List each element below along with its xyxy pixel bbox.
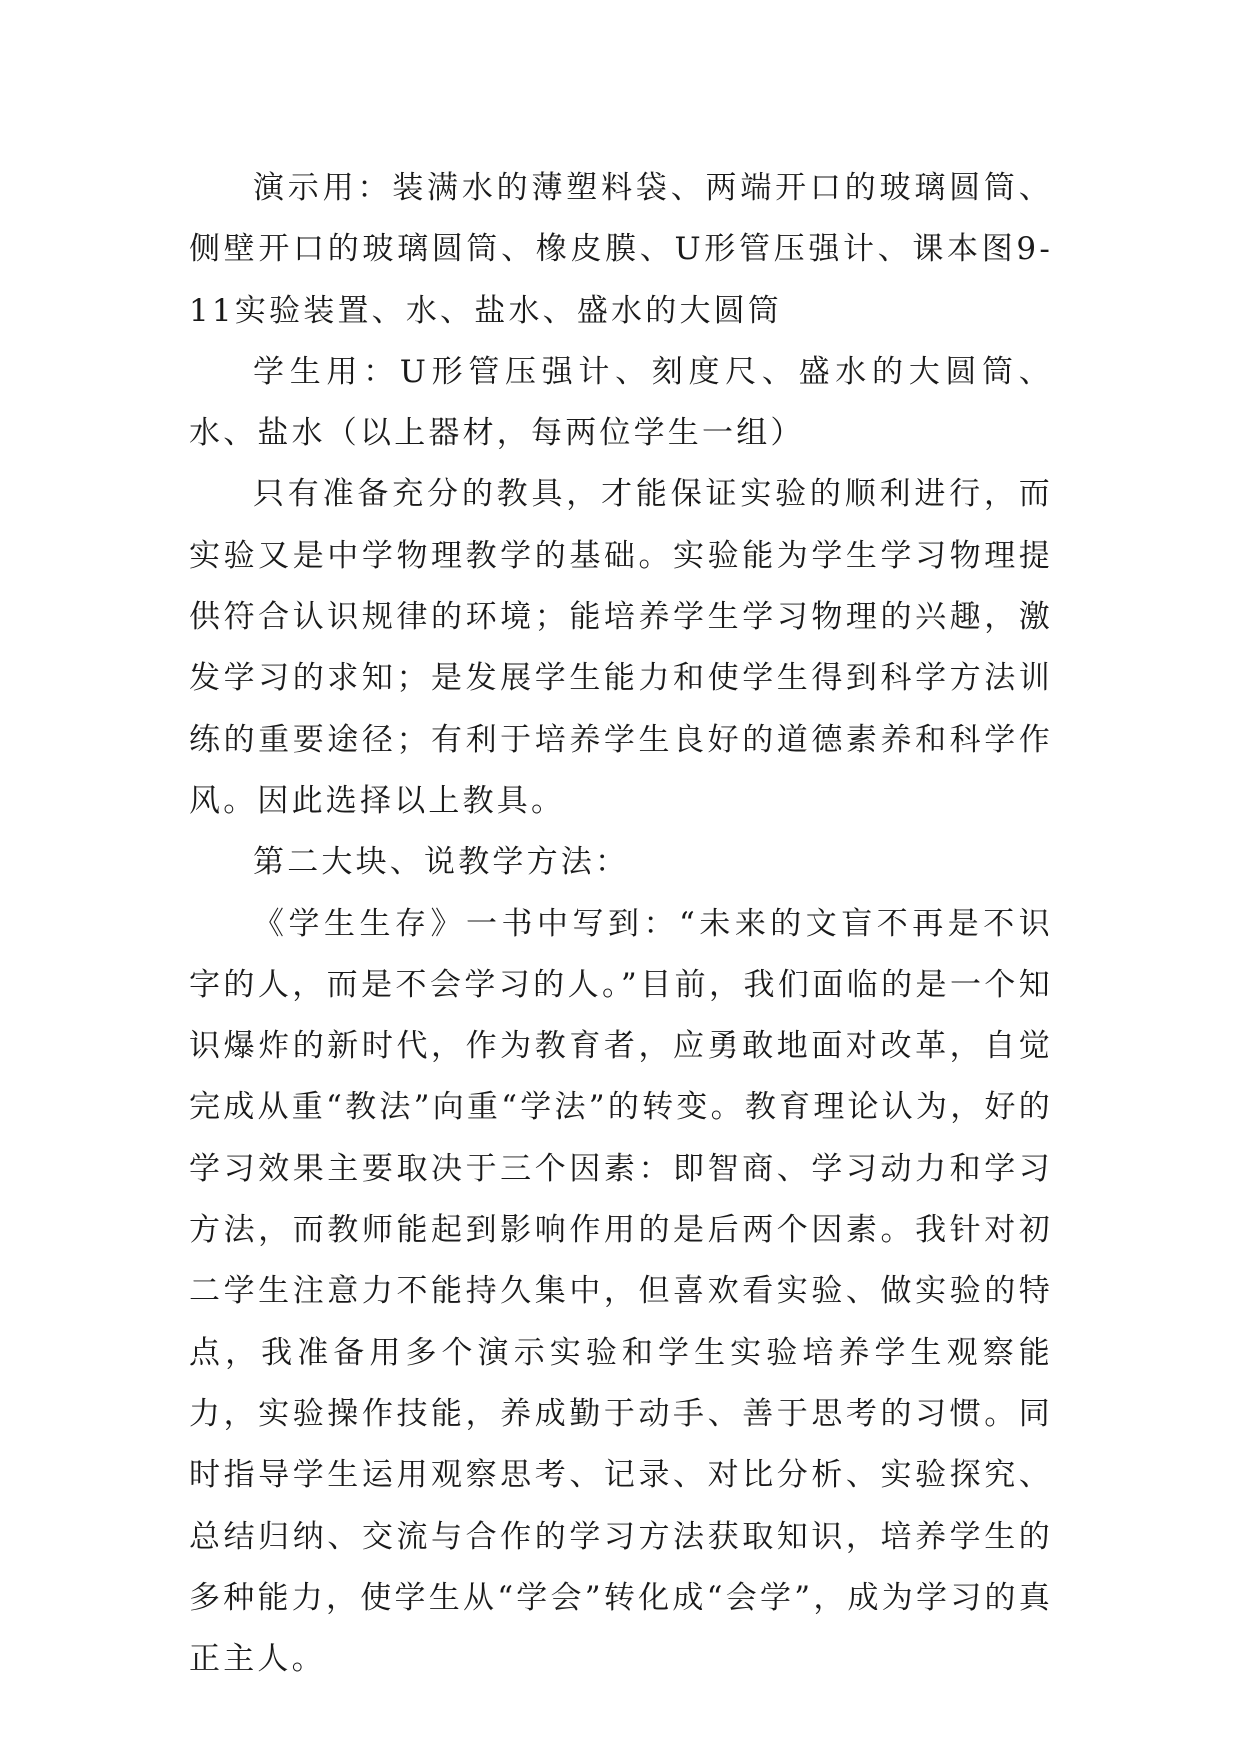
document-body — [189, 158, 1053, 1690]
paragraph-student-equipment: 学生用：U形管压强计、刻度尺、盛水的大圆筒、水、盐水（以上器材，每两位学生一组） — [189, 353, 1053, 452]
paragraph-teaching-aids-rationale: 只有准备充分的教具，才能保证实验的顺利进行，而实验又是中学物理教学的基础。实验能为学生学习物理提供符合认识规律的环境；能培养学生学习物理的兴趣，激发学习的求知；是发展学生能力和使学生得到科学方法训练的重要途径；有利于培养学生良好的道德素养和科学作风。因此选择以上教具。 — [189, 476, 1053, 819]
paragraph-teaching-methods: 《学生生存》一书中写到：“未来的文盲不再是不识字的人，而是不会学习的人。”目前，我们面临的是一个知识爆炸的新时代，作为教育者，应勇敢地面对改革，自觉完成从重“教法”向重“学法”的转变。教育理论认为，好的学习效果主要取决于三个因素：即智商、学习动力和学习方法，而教师能起到影响作用的是后两个因素。我针对初二学生注意力不能持久集中，但喜欢看实验、做实验的特点，我准备用多个演示实验和学生实验培养学生观察能力，实验操作技能，养成勤于动手、善于思考的习惯。同时指导学生运用观察思考、记录、对比分析、实验探究、总结归纳、交流与合作的学习方法获取知识，培养学生的多种能力，使学生从“学会”转化成“会学”，成为学习的真正主人。 — [189, 905, 1053, 1678]
paragraph-demo-equipment: 演示用：装满水的薄塑料袋、两端开口的玻璃圆筒、侧壁开口的玻璃圆筒、橡皮膜、U形管压强计、课本图9-11实验装置、水、盐水、盛水的大圆筒 — [189, 170, 1053, 329]
section-heading-teaching-methods: 第二大块、说教学方法： — [253, 844, 630, 881]
